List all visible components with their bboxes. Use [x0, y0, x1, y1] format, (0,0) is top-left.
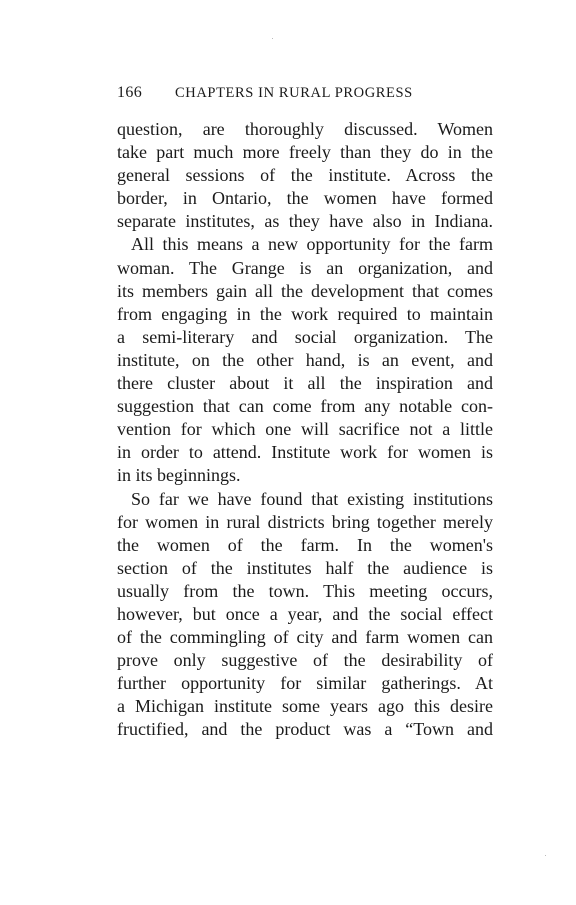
- body-text: [117, 118, 493, 742]
- text-line: So far we have found that existing institutions: [131, 488, 493, 509]
- text-line: usually from the town. This meeting occurs,: [117, 580, 493, 601]
- text-line: for women in rural districts bring together merely: [117, 511, 493, 532]
- text-line: take part much more freely than they do in the: [117, 142, 493, 163]
- text-line: general sessions of the institute. Across the: [117, 165, 493, 186]
- text-line: separate institutes, as they have also in Indiana.: [117, 211, 493, 232]
- scan-speck: [545, 855, 546, 856]
- scan-speck: [272, 38, 273, 39]
- text-line: section of the institutes half the audience is: [117, 557, 493, 578]
- text-line: in its beginnings.: [117, 465, 241, 486]
- text-line: however, but once a year, and the social effect: [117, 603, 493, 624]
- text-line: institute, on the other hand, is an event, and: [117, 349, 493, 370]
- running-head: CHAPTERS IN RURAL PROGRESS: [175, 85, 413, 101]
- text-line: prove only suggestive of the desirability of: [117, 650, 493, 671]
- page-header: [117, 84, 493, 106]
- text-line: the women of the farm. In the women's: [117, 534, 493, 555]
- text-line: All this means a new opportunity for the farm: [131, 234, 493, 255]
- text-line: of the commingling of city and farm women can: [117, 627, 493, 648]
- text-line: suggestion that can come from any notable con-: [117, 396, 493, 417]
- text-line: from engaging in the work required to maintain: [117, 303, 493, 324]
- text-line: woman. The Grange is an organization, and: [117, 257, 493, 278]
- page-number: 166: [117, 84, 143, 101]
- text-line: border, in Ontario, the women have formed: [117, 188, 493, 209]
- text-line: in order to attend. Institute work for women is: [117, 442, 493, 463]
- text-line: a Michigan institute some years ago this desire: [117, 696, 493, 717]
- text-line: vention for which one will sacrifice not a little: [117, 419, 493, 440]
- text-line: fructified, and the product was a “Town and: [117, 719, 493, 740]
- text-line: further opportunity for similar gatherings. At: [117, 673, 493, 694]
- text-line: a semi-literary and social organization. The: [117, 326, 493, 347]
- text-line: there cluster about it all the inspiration and: [117, 373, 493, 394]
- text-line: question, are thoroughly discussed. Women: [117, 119, 493, 139]
- text-line: its members gain all the development that comes: [117, 280, 493, 301]
